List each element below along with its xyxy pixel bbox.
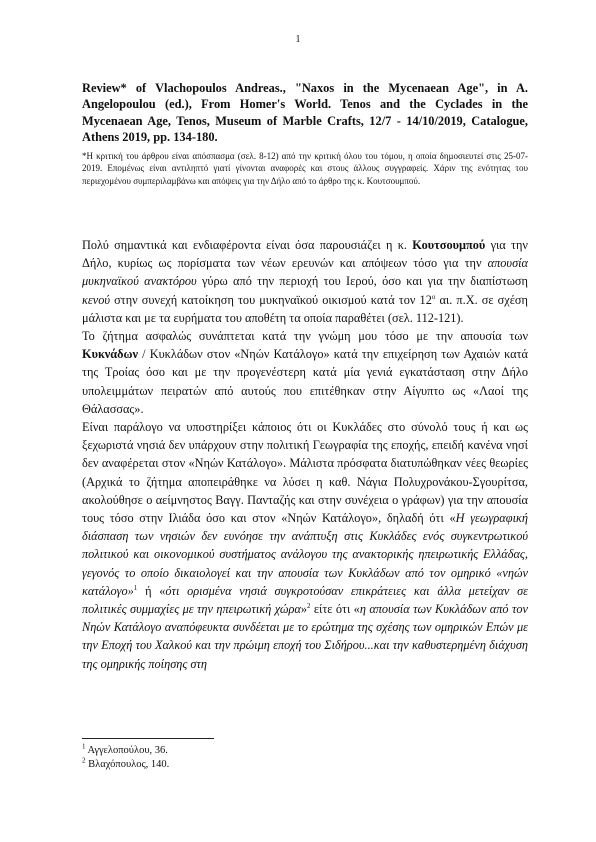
footnote-2: $^2$ Βλαχόπουλος, 140. xyxy=(82,756,170,770)
quote-2: ότι ορισμένα νησιά συγκροτούσαν επικράτειες και άλλα μετείχαν σε πολιτικές συμμαχίες με την ηπειρωτική χώρα xyxy=(82,583,528,617)
emphasis-palace: απουσία μυκηναϊκού ανακτόρου xyxy=(82,256,528,289)
emphasis-gap: κενού xyxy=(82,292,110,307)
term-kyknades: Κυκνάδων xyxy=(82,347,138,362)
article-body xyxy=(82,236,528,673)
review-note: *Η κριτική του άρθρου είναι απόσπασμα (σελ. 8-12) από την κριτική όλου του τόμου, η οποία δημοσιευτεί στις 25-07-2019. Επομένως είναι αντιληπτό γιατί γίνονται αναφορές και στους άλλους συγγραφείς. Χάριν της ενότητας του περιεχομένου συμπεριλαμβάνω και απόψεις για την Δήλο από το άρθρο της κ. Κουτσουμπού. xyxy=(82,151,528,186)
ordinal-superscript: ο xyxy=(431,292,436,301)
footnote-divider xyxy=(82,738,214,739)
page-number: 1 xyxy=(295,34,301,45)
quote-3: η απουσία των Κυκλάδων από τον Νηών Κατάλογο αναπόφευκτα συνδέεται με το ερώτημα της σχέσης των ομηρικών Επών με την Εποχή του Χαλκού και την πρώιμη εποχή του Σιδήρου...και την καθυστερημένη διάχυση της ομηρικής ποίησης στη xyxy=(82,602,528,671)
quote-1: Η γεωγραφική διάσπαση των νησιών δεν ευνόησε την ανάπτυξη στις Κυκλάδες ενός συγκεντρωτικού πολιτικού και οικονομικού συστήματος ανάλογου της ανακτορικής ηπειρωτικής Ελλάδας, γεγονός το οποίο δικαιολογεί και την απουσία των Κυκλάδων από τον ομηρικό «νηών κατάλογο» xyxy=(82,511,528,598)
footnote-ref-2: 2 xyxy=(306,601,311,610)
author-name-koutsoumpou: Κουτσουμπού xyxy=(412,238,486,252)
paragraph-3: Είναι παράλογο να υποστηρίξει κάποιος ότι οι Κυκλάδες στο σύνολό τους ή και ως ξεχωριστά νησιά δεν υπάρχουν στην πολιτική Γεωγραφία της εποχής, επειδή κανένα νησί δεν αναφέρεται στον «Νηών Κατάλογο». Μάλιστα πρόσφατα διατυπώθηκαν νέες θεωρίες (Αρχικά το ζήτημα αποπειράθηκε να λύσει η καθ. Νάγια Πολυχρονάκου-Σγουρίτσα, ακολούθησε ο αείμνηστος Βαγγ. Πανταζής και στην συνέχεια ο γράφων) για την απουσία τους τόσο στην Ιλιάδα όσο και στον «Νηών Κατάλογο», δηλαδή ότι «Η γεωγραφική διάσπαση των νησιών δεν ευνόησε την ανάπτυξη στις Κυκλάδες ενός συγκεντρωτικού πολιτικού και οικονομικού συστήματος ανάλογου της ανακτορικής ηπειρωτικής Ελλάδας, γεγονός το οποίο δικαιολογεί και την απουσία των Κυκλάδων από τον ομηρικό «νηών κατάλογο»$^1$ ή «ότι ορισμένα νησιά συγκροτούσαν επικράτειες και άλλα μετείχαν σε πολιτικές συμμαχίες με την ηπειρωτική χώρα»$^2$ είτε ότι «η απουσία των Κυκλάδων από τον Νηών Κατάλογο αναπόφευκτα συνδέεται με το ερώτημα της σχέσης των ομηρικών Επών με την Εποχή του Χαλκού και την πρώιμη εποχή του Σιδήρου...και την καθυστερημένη διάχυση της ομηρικής ποίησης στη xyxy=(82,420,528,671)
paragraph-2: Το ζήτημα ασφαλώς συνάπτεται κατά την γνώμη μου τόσο με την απουσία των Κυκνάδων / Κυκλάδων στον «Νηών Κατάλογο» κατά την επιχείρηση των Αχαιών κατά της Τροίας όσο και με την προγενέστερη κατά μία γενιά εγκατάσταση στην Δήλο υπολειμμάτων πειρατών από αυτούς που επιτέθηκαν στην Αίγυπτο ως «Λαοί της Θάλασσας». xyxy=(82,329,528,416)
footnote-ref-1: 1 xyxy=(133,583,138,592)
paragraph-1: Πολύ σημαντικά και ενδιαφέροντα είναι όσα παρουσιάζει η κ. Κουτσουμπού για την Δήλο, κυρίως ως πορίσματα των νέων ερευνών και απόψεων τόσο για την απουσία μυκηναϊκού ανακτόρου γύρω από την περιοχή του Ιερού, όσο και για την διαπίστωση κενού στην συνεχή κατοίκηση του μυκηναϊκού οικισμού κατά τον $12^o$ αι. π.Χ. σε σχέση μάλιστα και με τα ευρήματα του αποθέτη τα οποία παραθέτει (σελ. 112-121). xyxy=(82,238,528,325)
footnote-1: $^1$ Αγγελοπούλου, 36. xyxy=(82,742,168,756)
review-header: Review* of Vlachopoulos Andreas., "Naxos in the Mycenaean Age", in A. Angelopoulou (ed.), From Homer's World. Tenos and the Cyclades in the Mycenaean Age, Tenos, Museum of Marble Crafts, 12/7 - 14/10/2019, Catalogue, Athens 2019, pp. 134-180. xyxy=(82,81,528,145)
footnotes xyxy=(82,744,528,772)
